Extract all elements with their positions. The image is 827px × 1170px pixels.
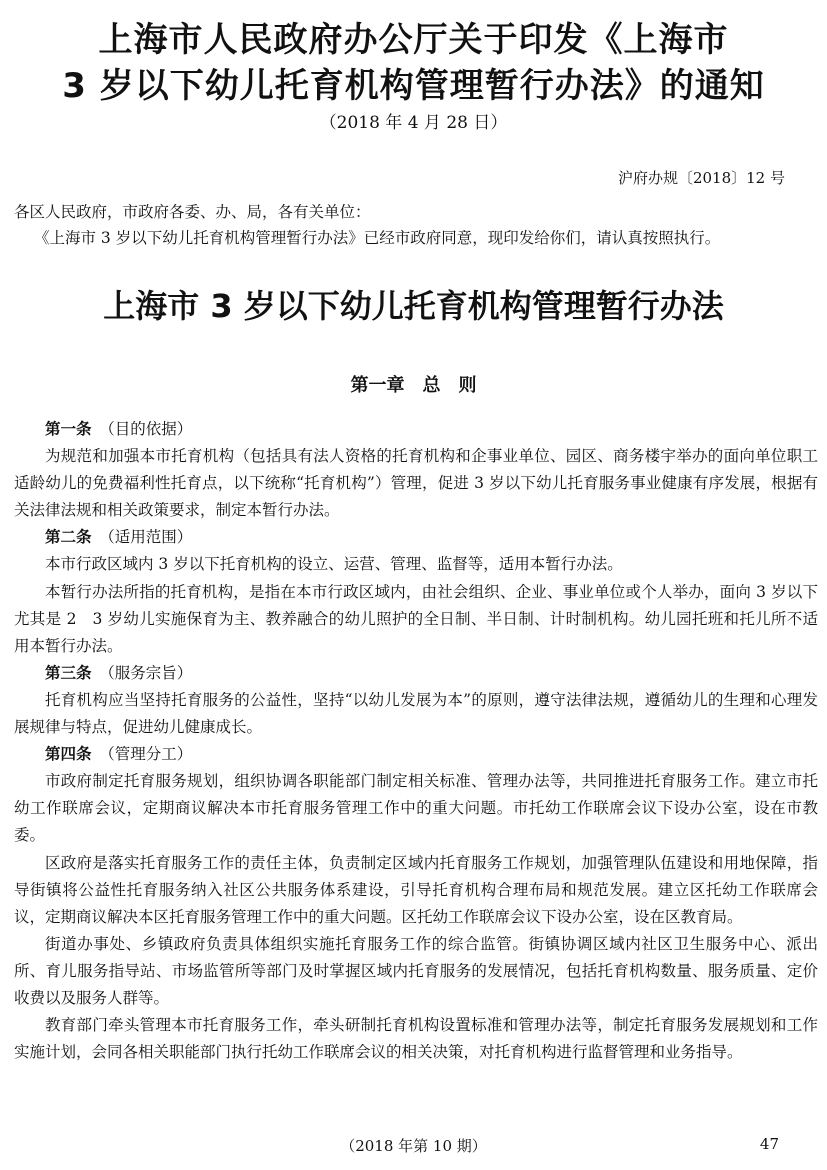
addressee-line: 各区人民政府，市政府各委、办、局，各有关单位： <box>14 203 371 221</box>
article-paragraph: 市政府制定托育服务规划，组织协调各职能部门制定相关标准、管理办法等，共同推进托育服务工作。建立市托幼工作联席会议，定期商议解决本市托育服务管理工作中的重大问题。市托幼工作联席会议下设办公室，设在市教委。 <box>14 772 818 845</box>
article-paragraph: 区政府是落实托育服务工作的责任主体，负责制定区域内托育服务工作规划，加强管理队伍建设和用地保障，指导街镇将公益性托育服务纳入社区公共服务体系建设，引导托育机构合理布局和规范发展。建立区托幼工作联席会议，定期商议解决本区托育服务管理工作中的重大问题。区托幼工作联席会议下设办公室，设在区教育局。 <box>14 853 818 926</box>
article-heading <box>14 524 818 551</box>
article-number: 第三条 <box>45 663 92 682</box>
issue-footer: （2018 年第 10 期） <box>340 1137 487 1155</box>
article-number: 第二条 <box>45 528 92 547</box>
article-number: 第四条 <box>45 745 92 764</box>
article-subtitle: （管理分工） <box>107 745 193 764</box>
regulation-title: 上海市 3 岁以下幼儿托育机构管理暂行办法 <box>103 287 724 325</box>
document-number: 沪府办规〔2018〕12 号 <box>617 169 785 187</box>
regulation-body <box>14 416 818 1066</box>
issue-date: （2018 年 4 月 28 日） <box>319 113 508 133</box>
article-paragraph: 本暂行办法所指的托育机构，是指在本市行政区域内，由社会组织、企业、事业单位或个人举办，面向 3 岁以下尤其是 2 3 岁幼儿实施保育为主、教养融合的幼儿照护的全日制、半日制、计时制机构。幼儿园托班和托儿所不适用本暂行办法。 <box>14 582 818 655</box>
notice-title-line2: 3 岁以下幼儿托育机构管理暂行办法》的通知 <box>62 66 765 106</box>
article-paragraph: 为规范和加强本市托育机构（包括具有法人资格的托育机构和企事业单位、园区、商务楼宇举办的面向单位职工适龄幼儿的免费福利性托育点，以下统称“托育机构”）管理，促进 3 岁以下幼儿托育服务事业健康有序发展，根据有关法律法规和相关政策要求，制定本暂行办法。 <box>14 447 818 520</box>
chapter-heading: 第一章 总 则 <box>350 375 477 396</box>
article-subtitle: （服务宗旨） <box>107 663 193 682</box>
article-paragraph: 本市行政区域内 3 岁以下托育机构的设立、运营、管理、监督等，适用本暂行办法。 <box>45 555 623 574</box>
article-heading <box>14 416 818 443</box>
article-paragraph: 托育机构应当坚持托育服务的公益性，坚持“以幼儿发展为本”的原则，遵守法律法规，遵循幼儿的生理和心理发展规律与特点，促进幼儿健康成长。 <box>14 690 818 737</box>
page-number: 47 <box>759 1135 779 1153</box>
article-subtitle: （适用范围） <box>107 528 193 547</box>
article-subtitle: （目的依据） <box>107 420 193 438</box>
article-paragraph: 街道办事处、乡镇政府负责具体组织实施托育服务工作的综合监管。街镇协调区域内社区卫生服务中心、派出所、育儿服务指导站、市场监管所等部门及时掌握区域内托育服务的发展情况，包括托育机构数量、服务质量、定价收费以及服务人群等。 <box>14 934 818 1007</box>
notice-intro: 《上海市 3 岁以下幼儿托育机构管理暂行办法》已经市政府同意，现印发给你们，请认真按照执行。 <box>34 229 721 247</box>
article-heading <box>14 741 818 768</box>
notice-title-line1: 上海市人民政府办公厅关于印发《上海市 <box>98 20 729 60</box>
article-paragraph: 教育部门牵头管理本市托育服务工作，牵头研制托育机构设置标准和管理办法等，制定托育服务发展规划和工作实施计划，会同各相关职能部门执行托幼工作联席会议的相关决策，对托育机构进行监督管理和业务指导。 <box>14 1016 818 1062</box>
article-number: 第一条 <box>45 420 92 438</box>
article-heading <box>14 660 818 687</box>
